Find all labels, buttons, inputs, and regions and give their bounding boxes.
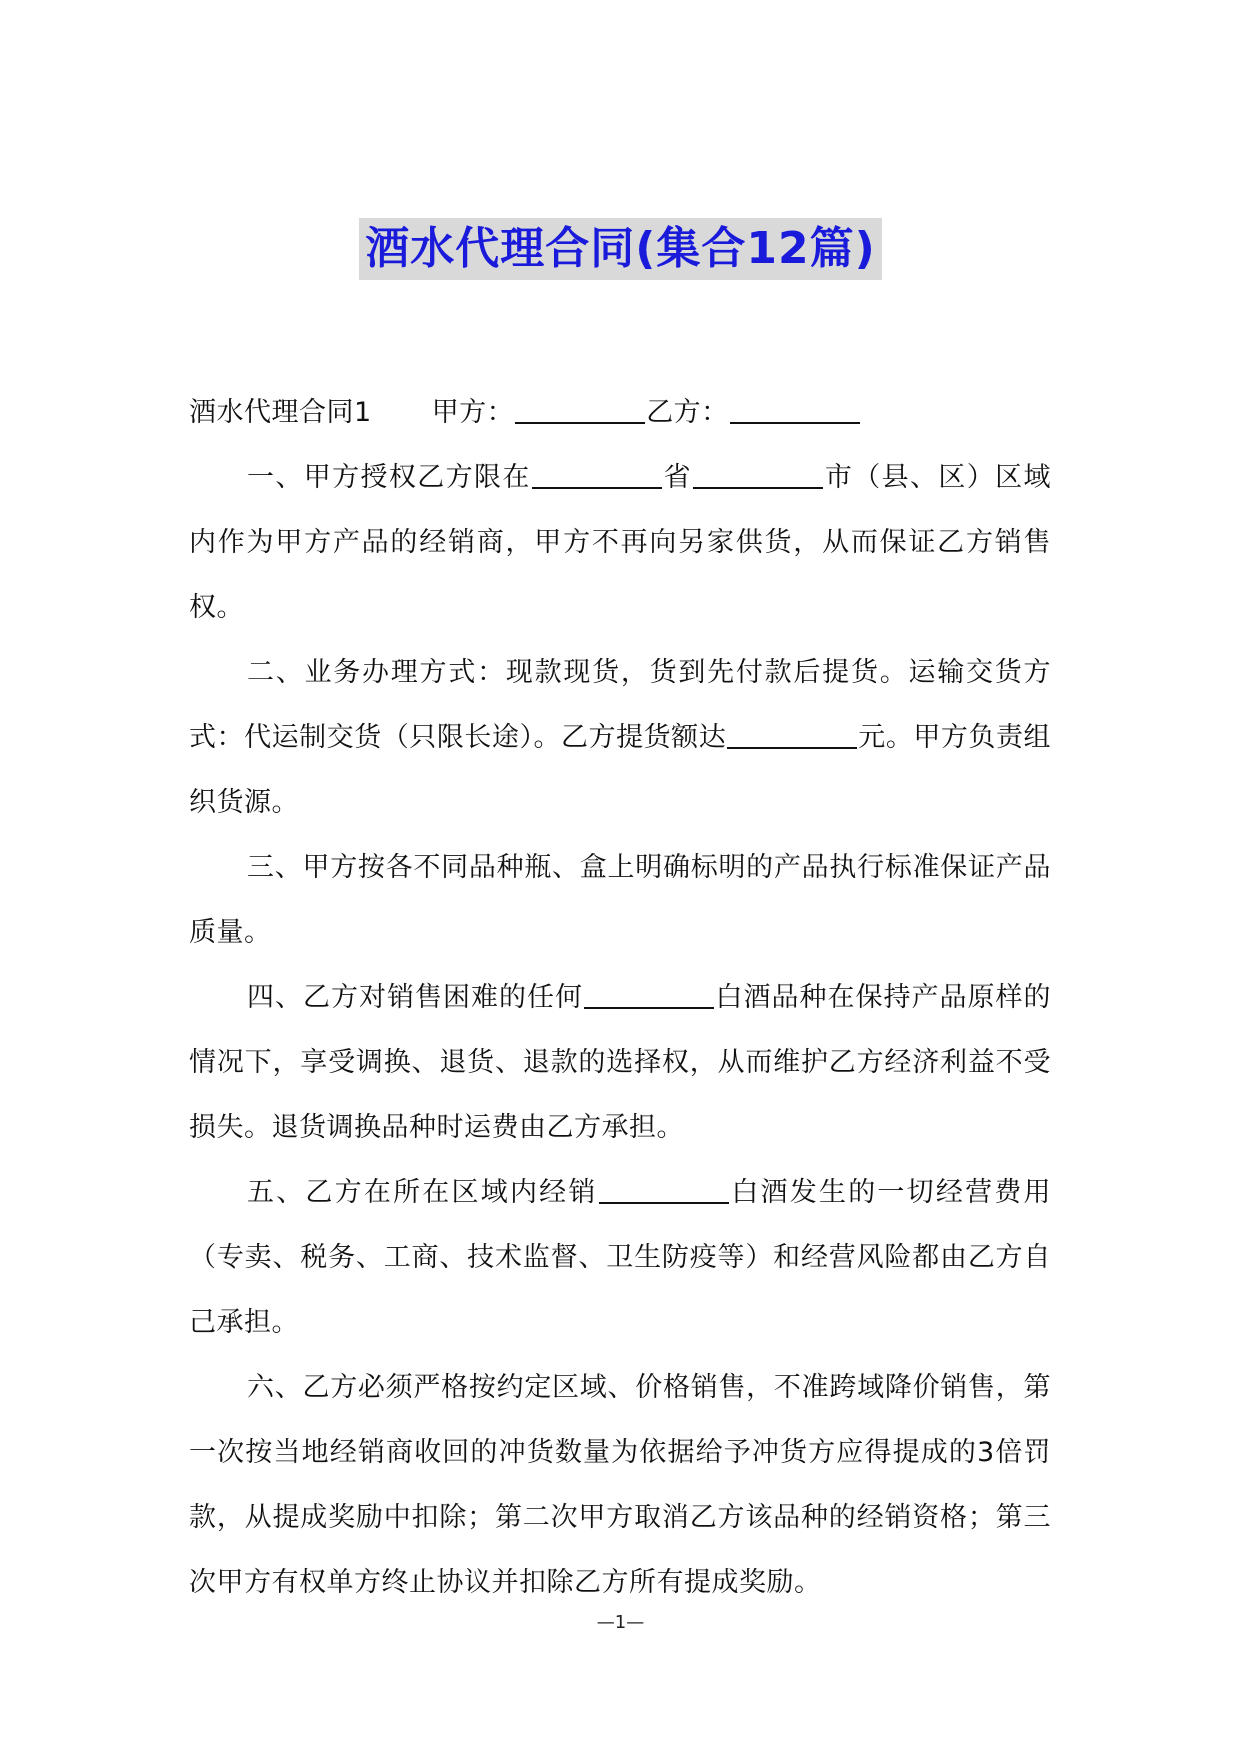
contract-heading: 酒水代理合同1 (189, 397, 372, 428)
title-container (0, 218, 1241, 280)
intro-line (189, 380, 1051, 445)
clause-5-text-a: 五、乙方在所在区域内经销 (247, 1177, 598, 1208)
clause-1 (189, 445, 1051, 640)
clause-5 (189, 1160, 1051, 1355)
party-b-label: 乙方： (646, 397, 729, 428)
clause-6 (189, 1355, 1051, 1615)
party-a-label: 甲方： (431, 397, 515, 428)
clause-3-text: 三、甲方按各不同品种瓶、盒上明确标明的产品执行标准保证产品质量。 (189, 852, 1051, 948)
document-body (189, 380, 1051, 1615)
amount-blank (727, 721, 857, 749)
clause-2-text-b: 元。甲方负责组织货源。 (189, 722, 1052, 818)
party-b-blank (730, 396, 860, 424)
party-a-blank (515, 396, 645, 424)
clause-6-text: 六、乙方必须严格按约定区域、价格销售，不准跨域降价销售，第一次按当地经销商收回的冲货数量为依据给予冲货方应得提成的3倍罚款，从提成奖励中扣除；第二次甲方取消乙方该品种的经销资格；第三次甲方有权单方终止协议并扣除乙方所有提成奖励。 (189, 1372, 1051, 1598)
clause-4-text-b: 白酒品种在保持产品原样的情况下，享受调换、退货、退款的选择权，从而维护乙方经济利益不受损失。退货调换品种时运费由乙方承担。 (189, 982, 1051, 1143)
clause-1-text-c: 市（县、区）区域内作为甲方产品的经销商，甲方不再向另家供货，从而保证乙方销售权。 (189, 462, 1051, 623)
clause-4 (189, 965, 1051, 1160)
city-blank (693, 461, 823, 489)
page-number: —1— (596, 1612, 645, 1633)
province-blank (532, 461, 662, 489)
clause-4-text-a: 四、乙方对销售困难的任何 (247, 982, 583, 1013)
clause-2 (189, 640, 1051, 835)
clause-1-text-b: 省 (662, 462, 692, 493)
brand-blank-1 (584, 981, 714, 1009)
clause-5-text-b: 白酒发生的一切经营费用（专卖、税务、工商、技术监督、卫生防疫等）和经营风险都由乙方自己承担。 (189, 1177, 1052, 1338)
document-title: 酒水代理合同(集合12篇) (359, 218, 881, 280)
brand-blank-2 (599, 1176, 729, 1204)
clause-1-text-a: 一、甲方授权乙方限在 (247, 462, 531, 493)
clause-3 (189, 835, 1051, 965)
clause-2-text-a: 二、业务办理方式：现款现货，货到先付款后提货。运输交货方式：代运制交货（只限长途）。乙方提货额达 (189, 657, 1051, 753)
